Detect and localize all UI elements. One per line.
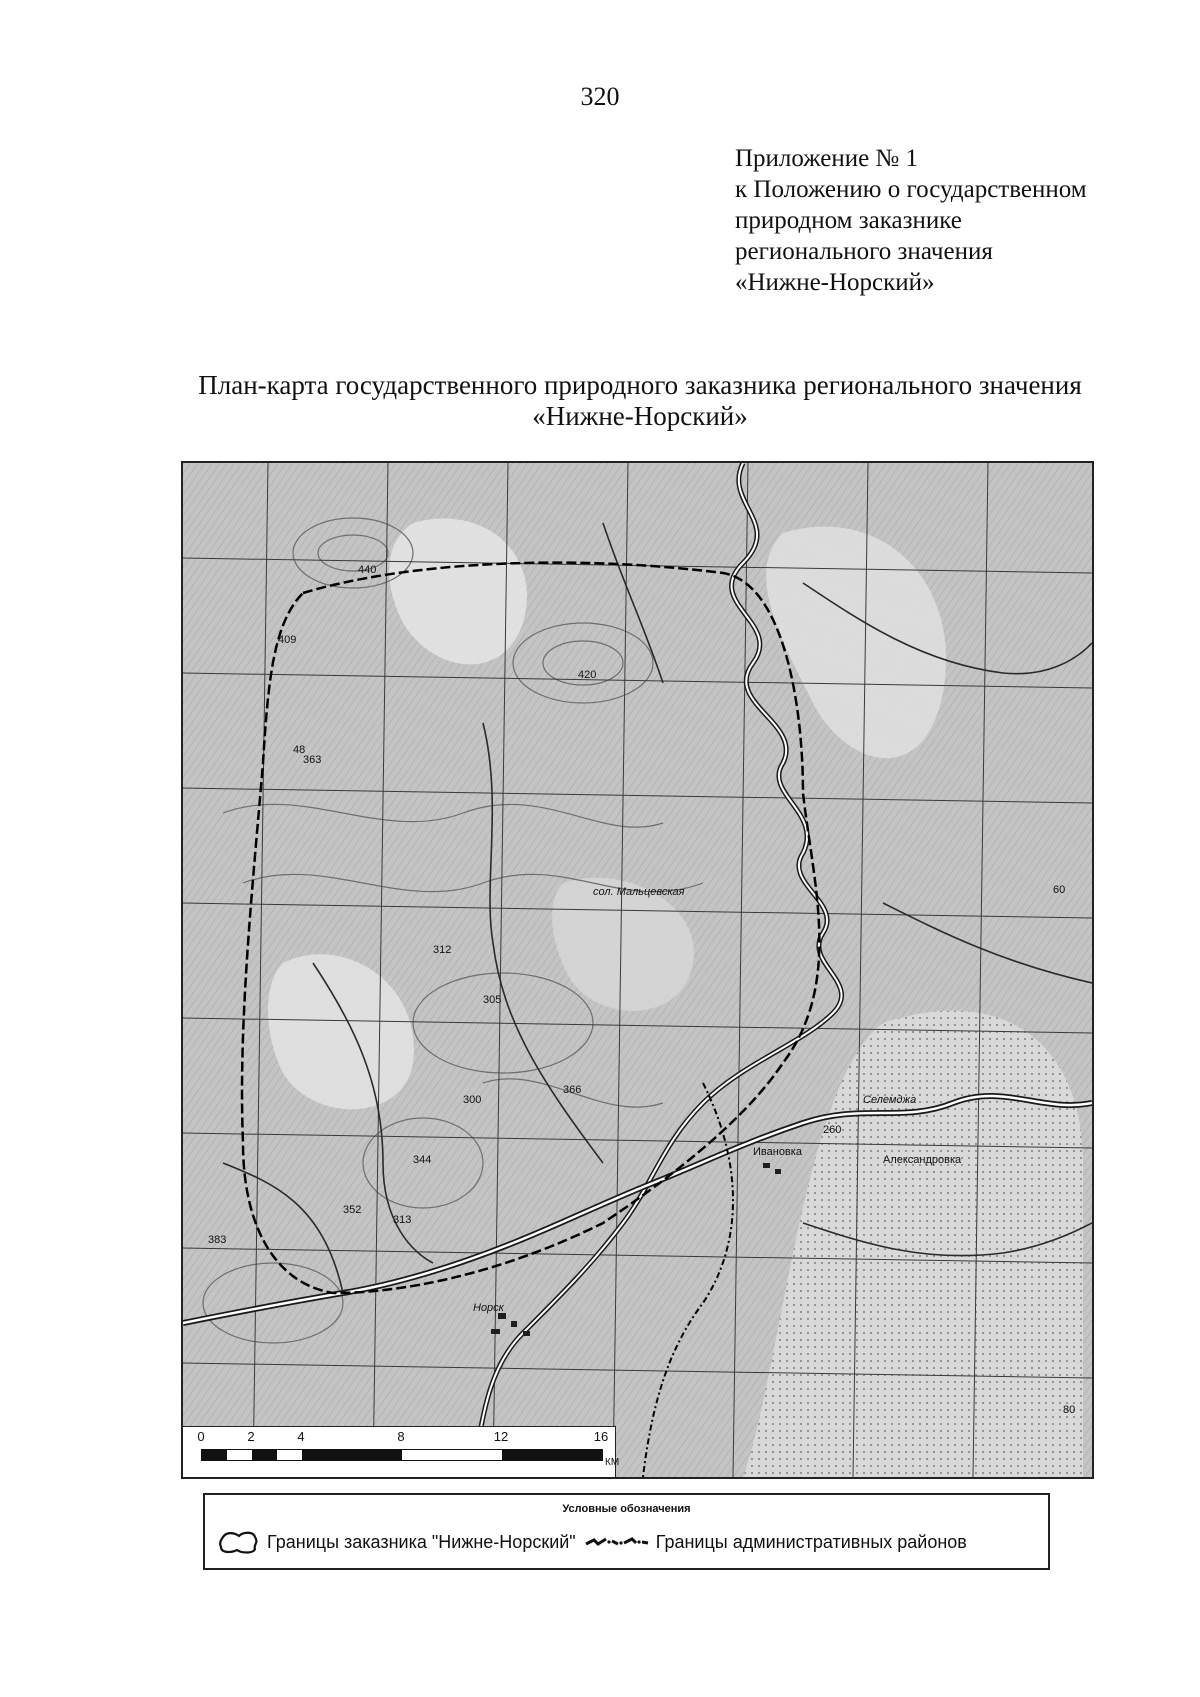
document-title-line-2: «Нижне-Норский» — [532, 401, 748, 431]
elevation-label: 300 — [463, 1094, 482, 1106]
label-maltsevskaya: сол. Мальцевская — [593, 886, 685, 898]
legend-title: Условные обозначения — [562, 1503, 691, 1515]
legend-items — [217, 1529, 1040, 1555]
scale-unit: КМ — [605, 1457, 620, 1468]
grid-number: 80 — [1063, 1404, 1076, 1416]
elevation-label: 313 — [393, 1214, 412, 1226]
document-title-line-1: План-карта государственного природного заказника регионального значения — [198, 370, 1082, 400]
scale-tick: 2 — [247, 1429, 255, 1444]
elevation-label: 383 — [208, 1234, 227, 1246]
appendix-line: Приложение № 1 — [735, 145, 919, 172]
elevation-label: 305 — [483, 994, 502, 1006]
elevation-label: 363 — [303, 754, 322, 766]
scale-tick: 0 — [197, 1429, 205, 1444]
elevation-label: 260 — [823, 1124, 842, 1136]
label-ivanovka: Ивановка — [753, 1146, 802, 1158]
scale-tick: 8 — [397, 1429, 405, 1444]
legend-label-reserve: Границы заказника "Нижне-Норский" — [267, 1531, 576, 1552]
label-selemdzha: Селемджа — [863, 1094, 917, 1106]
label-aleksandrovka: Александровка — [883, 1154, 962, 1166]
elevation-label: 409 — [278, 634, 297, 646]
appendix-line: регионального значения — [735, 238, 993, 265]
appendix-heading — [735, 143, 1155, 298]
map-canvas — [183, 463, 1092, 1477]
scale-tick: 12 — [493, 1429, 509, 1444]
elevation-label: 344 — [413, 1154, 432, 1166]
grid-number: 48 — [293, 744, 306, 756]
document-title — [150, 370, 1130, 432]
elevation-label: 366 — [563, 1084, 582, 1096]
scale-tick: 16 — [593, 1429, 609, 1444]
elevation-label: 352 — [343, 1204, 362, 1216]
grid-number: 60 — [1053, 884, 1066, 896]
appendix-line: природном заказнике — [735, 207, 962, 234]
appendix-line: «Нижне-Норский» — [735, 269, 935, 296]
label-norsk: Норск — [473, 1302, 504, 1314]
topographic-map — [181, 461, 1094, 1479]
map-scale-bar — [183, 1426, 620, 1477]
page-number: 320 — [580, 82, 620, 111]
elevation-label: 440 — [358, 564, 377, 576]
appendix-line: к Положению о государственном — [735, 176, 1087, 203]
elevation-label: 312 — [433, 944, 452, 956]
reserve-boundary-icon — [217, 1529, 261, 1555]
district-boundary-icon — [584, 1534, 650, 1550]
legend-label-district: Границы административных районов — [655, 1531, 967, 1552]
scale-bar-graphic — [201, 1449, 603, 1461]
elevation-label: 420 — [578, 669, 597, 681]
scale-tick: 4 — [297, 1429, 305, 1444]
map-legend — [203, 1493, 1050, 1570]
